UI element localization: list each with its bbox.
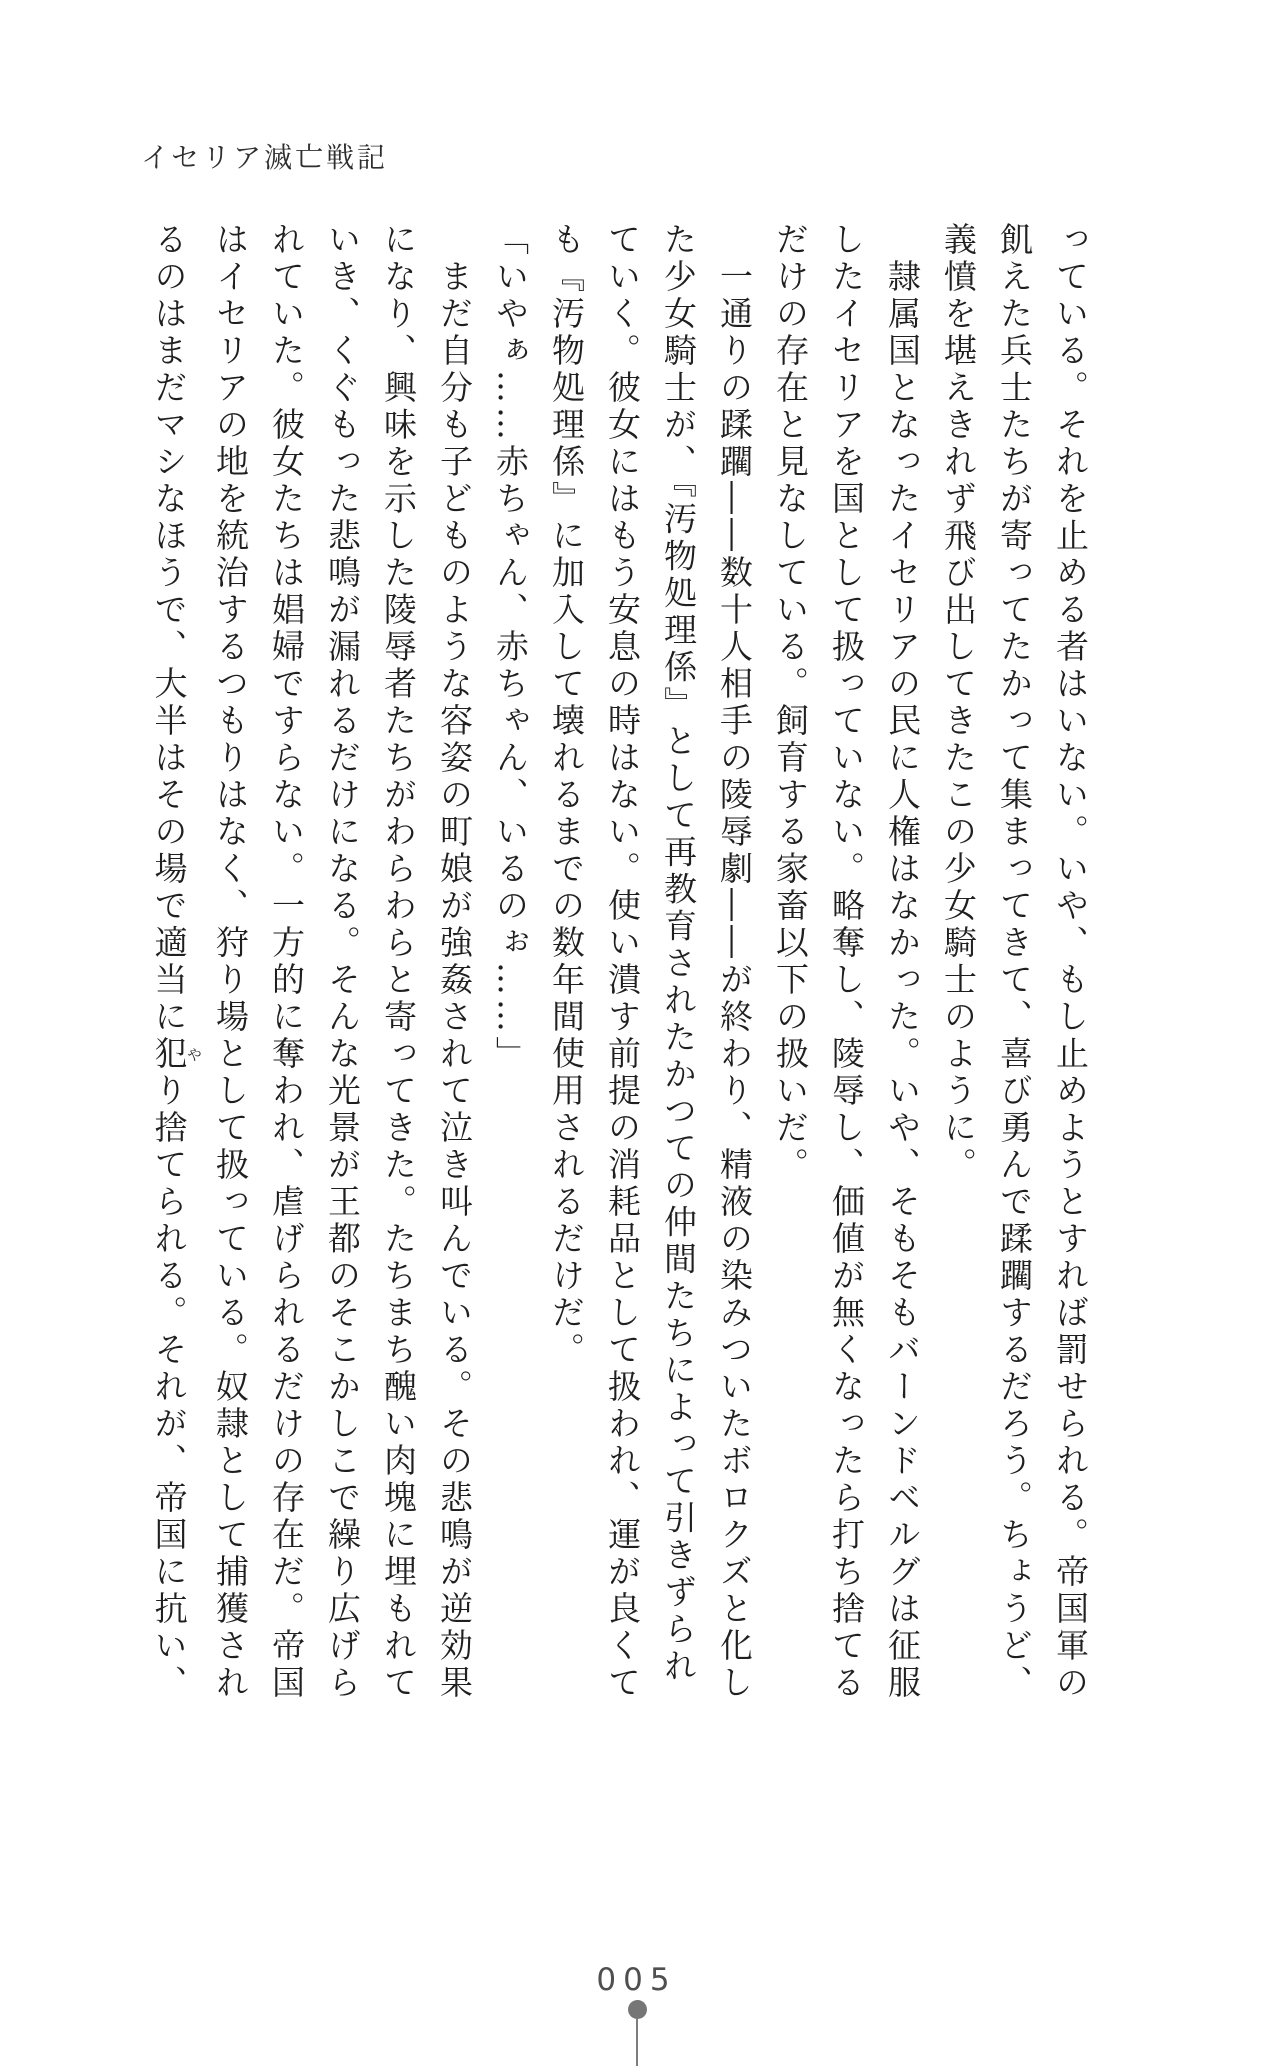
- text-column: 飢えた兵士たちが寄ってたかって集まってきて、喜び勇んで蹂躙するだろう。ちょうど、: [995, 222, 1034, 1702]
- footer-rule: [636, 2018, 638, 2066]
- text-column: 一通りの蹂躙――数十人相手の陵辱劇――が終わり、精液の染みついたボロクズと化し: [715, 222, 754, 1702]
- ruby-text: や: [185, 1036, 203, 1073]
- body-text: [141, 222, 1099, 1704]
- text-segment: り捨てられる。それが、帝国に抗い、: [149, 1073, 189, 1702]
- text-column: まだ自分も子どものような容姿の町娘が強姦されて泣き叫んでいる。その悲鳴が逆効果: [435, 222, 474, 1702]
- text-column: ていく。彼女にはもう安息の時はない。使い潰す前提の消耗品として扱われ、運が良くて: [603, 222, 642, 1702]
- text-segment: るのはまだマシなほうで、大半はその場で適当に: [149, 222, 189, 1036]
- text-column: 義憤を堪えきれず飛び出してきたこの少女騎士のように。: [939, 222, 978, 1184]
- text-column: だけの存在と見なしている。飼育する家畜以下の扱いだ。: [771, 222, 810, 1184]
- footer-dot-ornament: [628, 2000, 647, 2019]
- text-column-with-ruby: [141, 222, 203, 1704]
- text-column: た少女騎士が、『汚物処理係』として再教育されたかつての仲間たちによって引きずられ: [659, 222, 698, 1686]
- running-header: イセリア滅亡戦記: [141, 141, 389, 174]
- page-number: 005: [596, 1962, 677, 1998]
- text-column: いき、くぐもった悲鳴が漏れるだけになる。そんな光景が王都のそこかしこで繰り広げら: [323, 222, 362, 1702]
- ruby-base: 犯: [149, 1036, 189, 1073]
- text-column: っている。それを止める者はいない。いや、もし止めようとすれば罰せられる。帝国軍の: [1051, 222, 1090, 1702]
- text-column: も『汚物処理係』に加入して壊れるまでの数年間使用されるだけだ。: [547, 222, 586, 1369]
- text-column: したイセリアを国として扱っていない。略奪し、陵辱し、価値が無くなったら打ち捨てる: [827, 222, 866, 1702]
- text-column: になり、興味を示した陵辱者たちがわらわらと寄ってきた。たちまち醜い肉塊に埋もれて: [379, 222, 418, 1702]
- text-column: はイセリアの地を統治するつもりはなく、狩り場として扱っている。奴隷として捕獲され: [211, 222, 250, 1702]
- text-column: 隷属国となったイセリアの民に人権はなかった。いや、そもそもバーンドベルグは征服: [883, 222, 922, 1702]
- ruby-annotation: [149, 1036, 203, 1073]
- text-column: 「いやぁ……赤ちゃん、赤ちゃん、いるのぉ……」: [491, 222, 530, 1073]
- text-column: れていた。彼女たちは娼婦ですらない。一方的に奪われ、虐げられるだけの存在だ。帝国: [267, 222, 306, 1702]
